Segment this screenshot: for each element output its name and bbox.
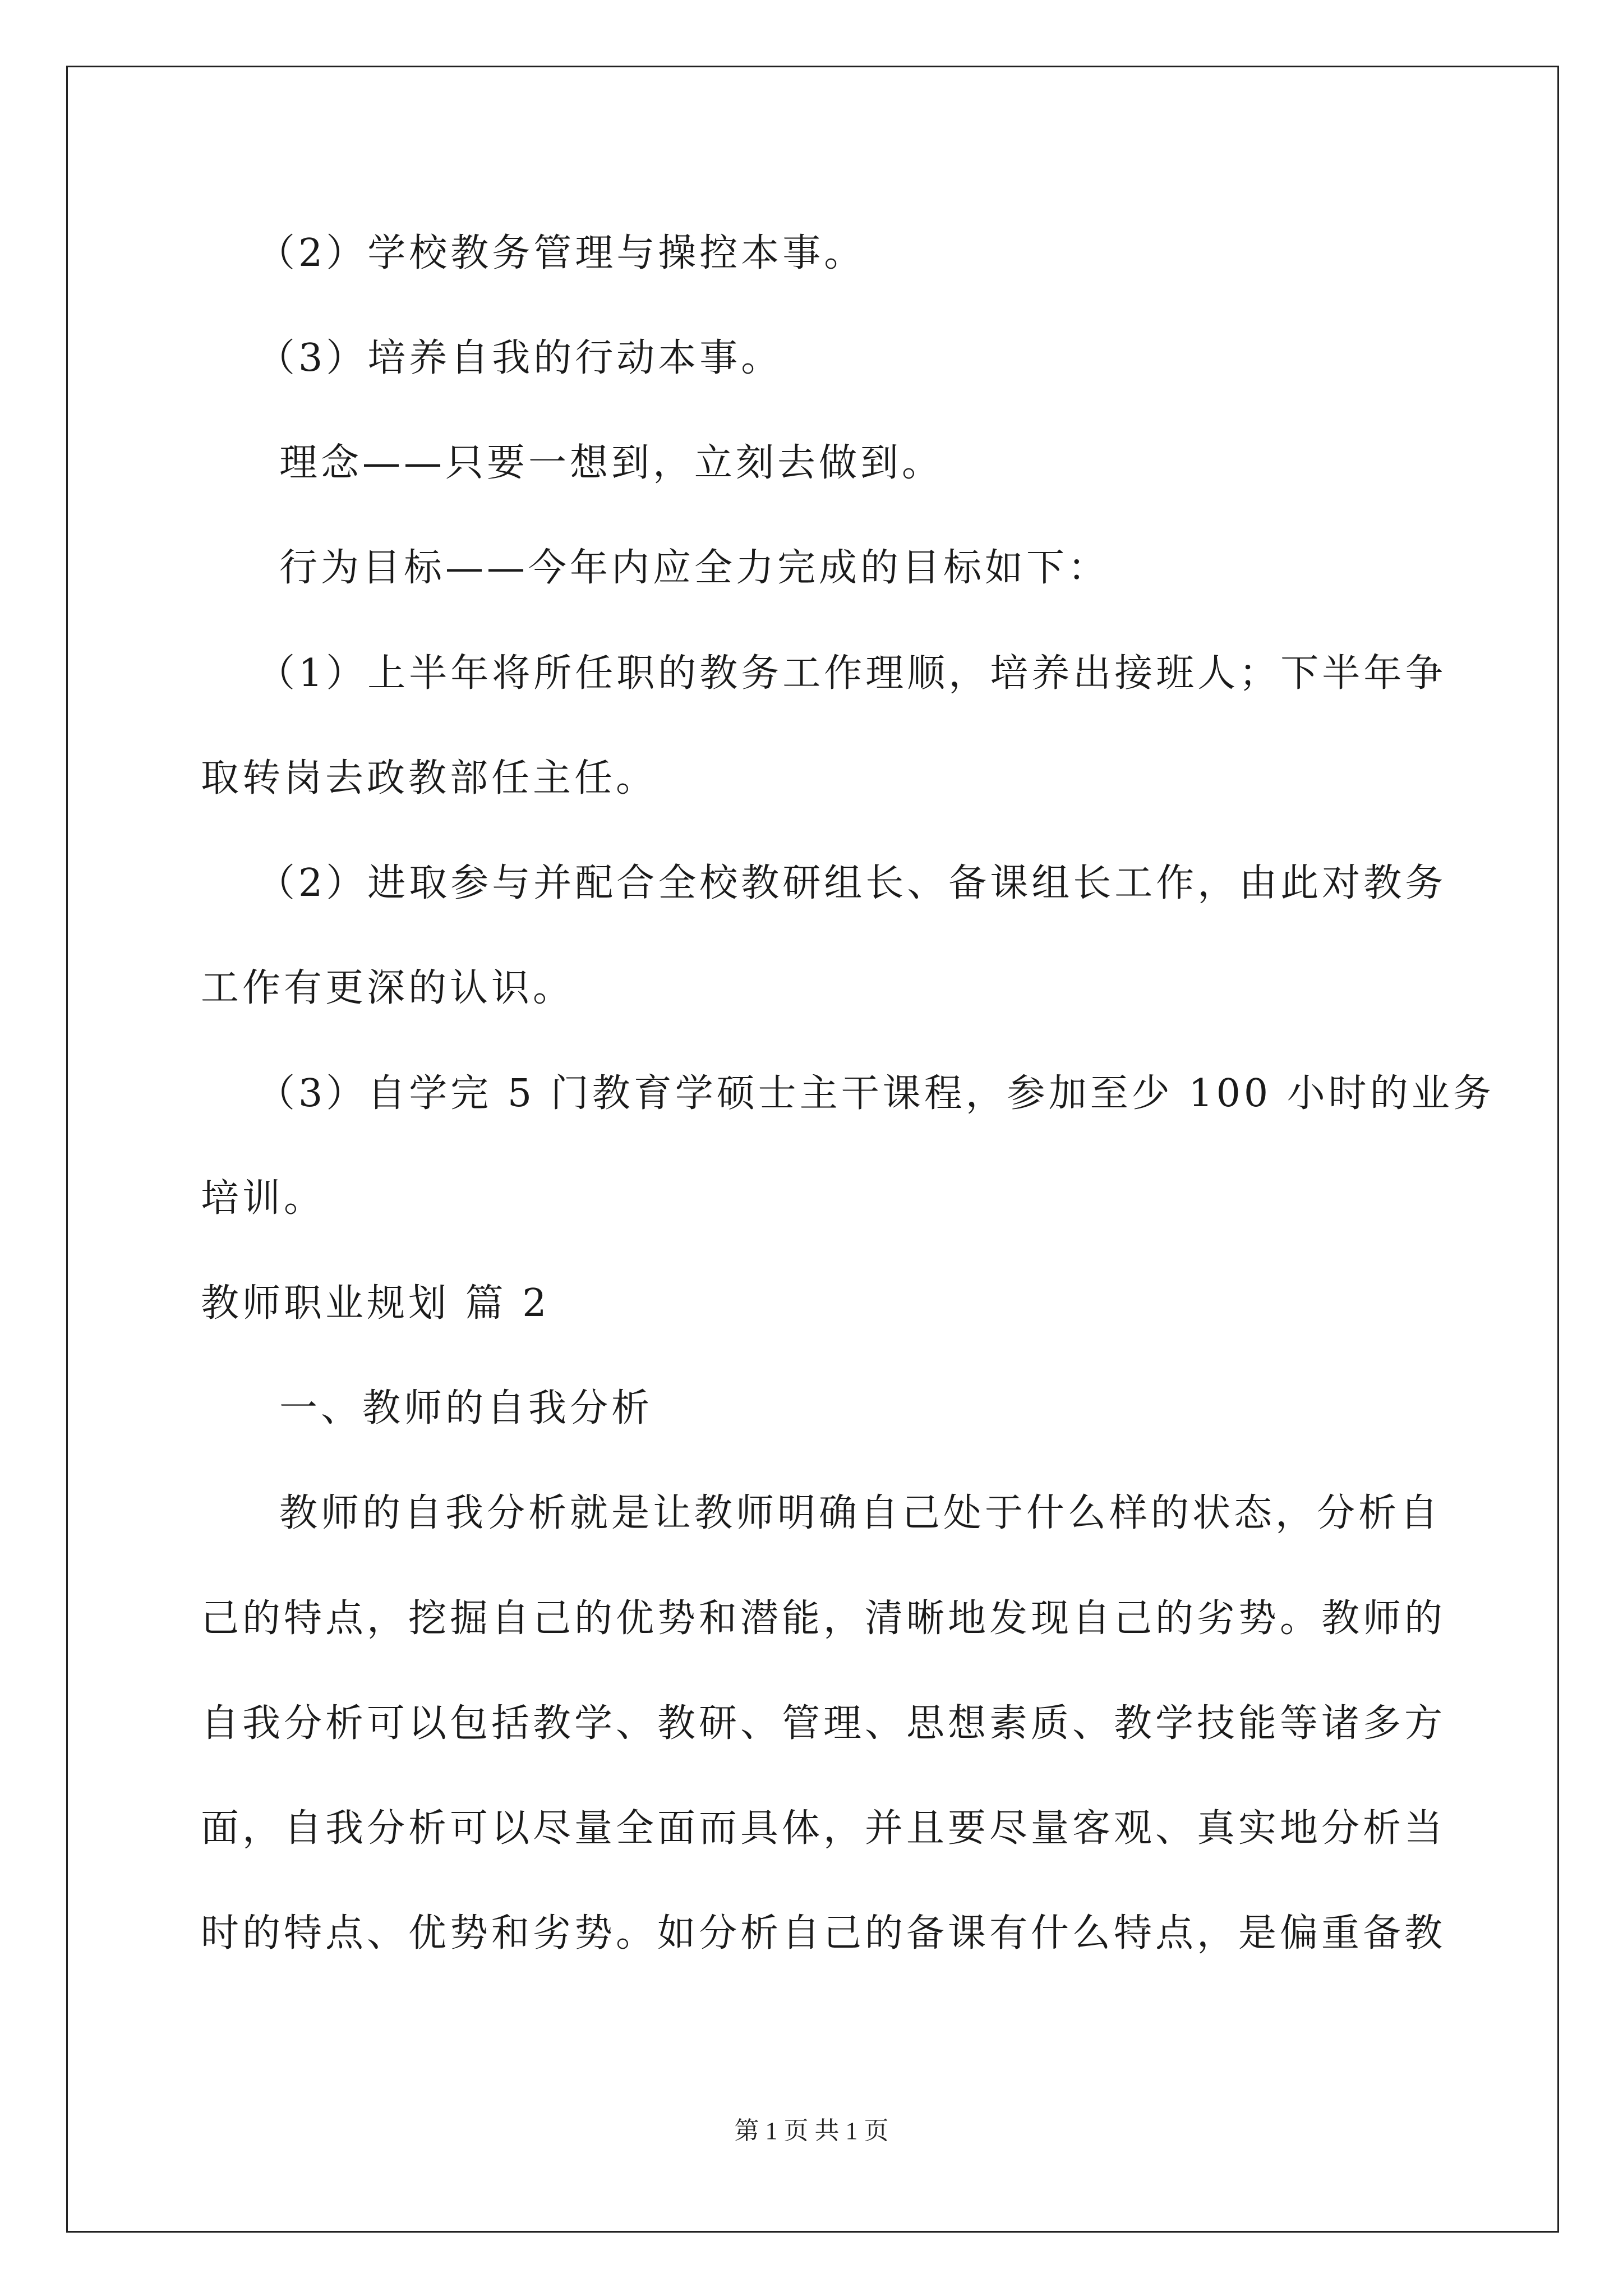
text-line: 工作有更深的认识。 [201, 966, 575, 1010]
text-line: （1）上半年将所任职的教务工作理顺，培养出接班人；下半年争 [257, 651, 1447, 696]
text-line: 教师的自我分析就是让教师明确自己处于什么样的状态，分析自 [279, 1491, 1442, 1535]
text-line: 己的特点，挖掘自己的优势和潜能，清晰地发现自己的劣势。教师的 [201, 1596, 1446, 1641]
text-line: 培训。 [201, 1176, 326, 1221]
subsection-heading: 一、教师的自我分析 [279, 1386, 653, 1430]
text-line: （2）学校教务管理与操控本事。 [257, 231, 866, 275]
section-heading: 教师职业规划 篇 2 [201, 1281, 550, 1326]
text-line: 行为目标——今年内应全力完成的目标如下： [279, 546, 1110, 590]
text-line: 取转岗去政教部任主任。 [201, 756, 658, 800]
page-footer: 第 1 页 共 1 页 [734, 2117, 889, 2145]
text-line: （3）培养自我的行动本事。 [257, 336, 783, 380]
text-line: 自我分析可以包括教学、教研、管理、思想素质、教学技能等诸多方 [201, 1701, 1446, 1746]
text-line: （2）进取参与并配合全校教研组长、备课组长工作，由此对教务 [257, 861, 1447, 905]
text-line: 理念——只要一想到，立刻去做到。 [279, 441, 944, 485]
text-line: 时的特点、优势和劣势。如分析自己的备课有什么特点，是偏重备教 [201, 1911, 1446, 1955]
text-line: 面，自我分析可以尽量全面而具体，并且要尽量客观、真实地分析当 [201, 1806, 1446, 1851]
text-line: （3）自学完 5 门教育学硕士主干课程，参加至少 100 小时的业务 [257, 1071, 1495, 1116]
